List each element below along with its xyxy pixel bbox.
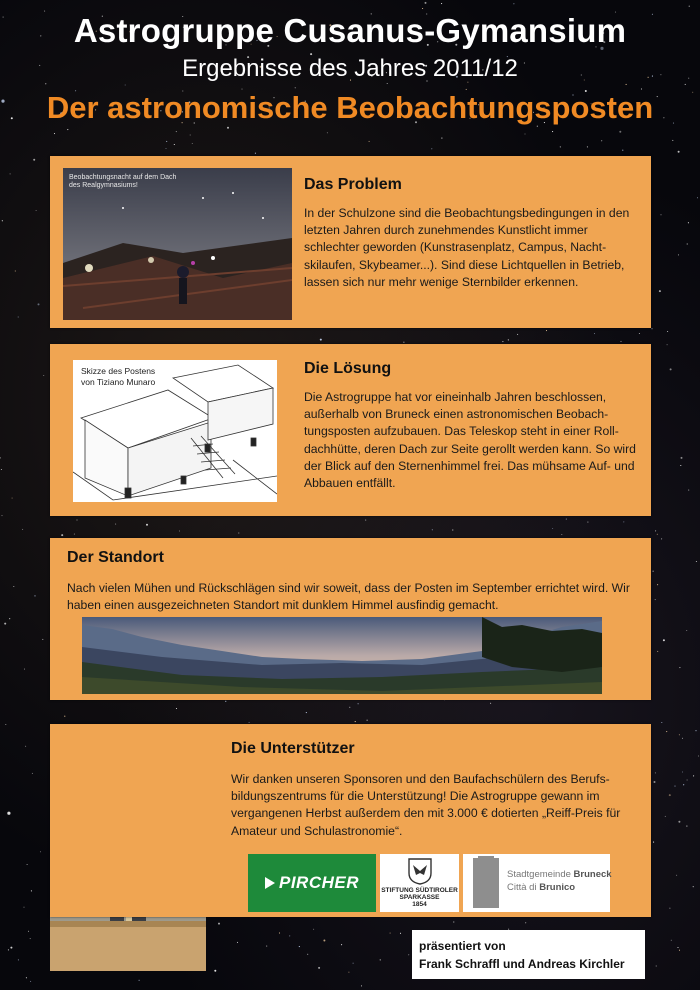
star <box>13 586 14 587</box>
star <box>289 935 290 936</box>
star <box>425 2 427 4</box>
pircher-arrow-icon <box>265 877 275 889</box>
star <box>1 469 2 470</box>
bruneck-line-2-bold: Brunico <box>539 882 576 893</box>
star <box>390 933 391 934</box>
star <box>249 722 250 723</box>
star <box>552 131 553 132</box>
star <box>299 946 300 947</box>
star <box>15 270 16 271</box>
star <box>513 3 514 4</box>
star <box>24 669 25 670</box>
star <box>560 146 561 147</box>
star <box>227 127 229 129</box>
star <box>387 83 388 84</box>
star <box>27 864 28 865</box>
star <box>693 775 694 776</box>
star <box>620 341 621 342</box>
star <box>34 595 35 596</box>
star <box>306 712 307 713</box>
star <box>676 875 677 876</box>
star <box>341 944 342 945</box>
star <box>659 290 661 292</box>
star <box>657 651 658 652</box>
star <box>679 734 680 735</box>
star <box>678 151 680 153</box>
rooftop-photo-caption: Beobachtungsnacht auf dem Dach des Realgymnasiums! <box>69 174 177 189</box>
stiftung-year: 1854 <box>412 901 427 908</box>
star <box>9 618 10 619</box>
pircher-logo-text: PIRCHER <box>278 873 359 892</box>
star <box>453 921 454 922</box>
star <box>31 890 32 891</box>
star <box>502 341 503 342</box>
bruneck-logo <box>463 854 610 912</box>
star <box>192 143 193 144</box>
star <box>1 515 2 516</box>
star <box>661 538 662 539</box>
star <box>28 931 29 932</box>
star <box>678 254 679 255</box>
star <box>23 907 24 908</box>
star <box>687 243 688 244</box>
star <box>61 534 63 536</box>
star <box>403 342 404 343</box>
star <box>295 87 296 88</box>
star <box>697 197 698 198</box>
supporters-text: Wir danken unseren Sponsoren und den Baufachschülern des Berufs-bildungszentrums für die Unterstützung! Die Astrogruppe gewann im vergangenen Herbst außerdem den mit 3.000 € dotierten „Reiff-Preis für Amateur und Schulastronomie“. <box>231 772 621 838</box>
stiftung-text <box>380 887 459 908</box>
star <box>408 954 409 955</box>
star <box>656 965 657 966</box>
star <box>74 534 75 535</box>
star <box>32 773 33 774</box>
star <box>218 923 220 925</box>
star <box>45 83 46 84</box>
hut-sketch-image <box>73 360 277 502</box>
star <box>7 812 10 815</box>
tower-icon <box>473 858 499 908</box>
star <box>587 146 588 147</box>
star <box>125 84 126 85</box>
star <box>666 731 667 732</box>
star <box>431 148 432 149</box>
location-panel <box>50 538 651 700</box>
star <box>26 977 27 978</box>
star <box>679 667 680 668</box>
star <box>688 222 689 223</box>
star <box>695 730 696 731</box>
poster-banner: Der astronomische Beobachtungsposten <box>46 90 654 125</box>
star <box>661 722 662 723</box>
star <box>686 630 687 631</box>
star <box>400 933 401 934</box>
bruneck-line-2-prefix: Città di <box>507 882 540 893</box>
star <box>552 528 553 529</box>
star <box>367 720 368 721</box>
credit-line-2: Frank Schraffl und Andreas Kirchler <box>419 957 625 971</box>
star <box>18 959 19 960</box>
star <box>677 947 678 948</box>
sketch-label <box>81 366 155 388</box>
star <box>687 779 688 780</box>
star <box>587 522 588 523</box>
star <box>665 816 666 817</box>
star <box>667 331 668 332</box>
star <box>30 938 31 939</box>
credit-line-1: präsentiert von <box>419 939 506 953</box>
star <box>655 772 656 773</box>
star <box>441 138 442 139</box>
star <box>517 334 518 335</box>
star <box>696 561 697 562</box>
star <box>358 703 359 704</box>
star <box>490 703 491 704</box>
star <box>307 954 308 955</box>
star <box>651 328 652 329</box>
problem-heading: Das Problem <box>304 176 402 193</box>
star <box>655 599 656 600</box>
star <box>38 303 40 305</box>
star <box>165 148 166 149</box>
star <box>33 159 35 161</box>
star <box>660 214 661 215</box>
location-heading: Der Standort <box>67 549 164 566</box>
star <box>174 144 175 145</box>
star <box>365 520 366 521</box>
star <box>5 724 6 725</box>
star <box>653 842 654 843</box>
star <box>320 339 322 341</box>
star <box>689 6 690 7</box>
star <box>225 701 226 702</box>
solution-heading: Die Lösung <box>304 360 392 377</box>
star <box>22 529 23 530</box>
star <box>176 131 177 132</box>
star <box>348 972 349 973</box>
poster-subtitle: Ergebnisse des Jahres 2011/12 <box>182 55 518 82</box>
star <box>214 970 216 972</box>
location-text: Nach vielen Mühen und Rückschlägen sind wir soweit, dass der Posten im September errichtet wird. Wir haben einen ausgezeichneten Standort mit dunklem Himmel ausfindig gemacht. <box>67 581 630 613</box>
solution-panel <box>50 344 651 516</box>
star <box>4 623 6 625</box>
star <box>10 173 11 174</box>
star <box>8 949 9 950</box>
location-panorama-photo <box>82 617 602 694</box>
star <box>12 498 13 499</box>
star <box>190 134 191 135</box>
star <box>422 8 423 9</box>
supporters-heading: Die Unterstützer <box>231 740 355 757</box>
bruneck-line-1-prefix: Stadtgemeinde <box>507 869 574 880</box>
star <box>54 133 55 134</box>
star <box>669 908 670 909</box>
stiftung-sparkasse-logo <box>380 854 459 912</box>
star <box>698 755 699 756</box>
star <box>313 929 314 930</box>
star <box>0 457 1 458</box>
star <box>639 333 640 334</box>
star <box>255 153 256 154</box>
star <box>25 746 26 747</box>
star <box>679 950 680 951</box>
star <box>561 534 562 535</box>
star <box>361 985 362 986</box>
star <box>680 465 681 466</box>
star <box>353 963 354 964</box>
supporters-panel <box>50 724 651 917</box>
star <box>622 150 623 151</box>
star <box>623 521 624 522</box>
star <box>67 129 68 130</box>
star <box>237 942 238 943</box>
star <box>18 316 19 317</box>
star <box>279 932 280 933</box>
star <box>323 940 325 942</box>
star <box>671 940 672 941</box>
star <box>238 532 239 533</box>
star <box>146 524 148 526</box>
star <box>508 339 509 340</box>
pircher-logo <box>248 854 376 912</box>
star <box>674 786 675 787</box>
star <box>681 457 683 459</box>
star <box>441 3 442 4</box>
rooftop-night-photo <box>63 168 292 320</box>
star <box>682 738 683 739</box>
star <box>546 330 547 331</box>
star <box>669 794 671 796</box>
star <box>10 947 12 949</box>
star <box>179 530 180 531</box>
problem-panel <box>50 156 651 328</box>
star <box>524 133 525 134</box>
star <box>653 571 654 572</box>
star <box>36 210 37 211</box>
star <box>525 922 526 923</box>
star <box>601 140 602 141</box>
star <box>30 981 31 982</box>
star <box>672 140 673 141</box>
star <box>266 946 267 947</box>
star <box>42 639 43 640</box>
stiftung-name: STIFTUNG SÜDTIROLER SPARKASSE <box>381 887 458 901</box>
eagle-seal-icon <box>407 857 433 885</box>
star <box>657 584 658 585</box>
poster-title: Astrogruppe Cusanus-Gymansium <box>73 12 627 49</box>
star <box>115 524 116 525</box>
star <box>667 344 668 345</box>
star <box>619 131 621 133</box>
star <box>349 707 350 708</box>
solution-text: Die Astrogruppe hat vor eineinhalb Jahren beschlossen, außerhalb von Bruneck einen astronomischen Beobach-tungsposten aufzubauen. Das Teleskop steht in einer Roll-dachhütte, deren Dach zur Seite gerollt werden kann. So wird der Blick auf den Sternenhimmel frei. Das mühsame Auf- und Abbauen entfällt. <box>304 390 636 491</box>
star <box>318 967 320 969</box>
credit-box <box>412 930 645 979</box>
star <box>594 333 595 334</box>
star <box>685 84 686 85</box>
star <box>327 132 328 133</box>
star <box>693 886 694 887</box>
star <box>566 519 567 520</box>
star <box>678 821 680 823</box>
star <box>76 519 77 520</box>
star <box>139 980 140 981</box>
star <box>655 530 656 531</box>
star <box>40 851 41 852</box>
star <box>380 959 381 960</box>
problem-text: In der Schulzone sind die Beobachtungsbedingungen in den letzten Jahren durch zunehmendes Kunstlicht immer schlechter geworden (Kunstrasenplatz, Campus, Nacht-skilaufen, Skybeamer...). Sind diese Lichtquellen in Betrieb, lassen sich nur mehr wenige Sternbilder erkennen. <box>304 206 630 289</box>
star <box>686 826 687 827</box>
bruneck-line-2 <box>507 882 575 893</box>
star <box>683 784 684 785</box>
star <box>682 771 683 772</box>
bruneck-line-1 <box>507 869 612 880</box>
star <box>663 639 665 641</box>
star <box>43 375 44 376</box>
star <box>670 368 672 370</box>
star <box>64 716 65 717</box>
star <box>176 708 177 709</box>
star <box>166 141 167 142</box>
star <box>626 84 627 85</box>
star <box>688 490 689 491</box>
sketch-label-line-2: von Tiziano Munaro <box>81 377 156 387</box>
star <box>657 534 658 535</box>
star <box>369 141 370 142</box>
star <box>2 220 3 221</box>
star <box>452 529 453 530</box>
star <box>355 721 356 722</box>
bruneck-line-1-bold: Bruneck <box>573 869 612 880</box>
star <box>432 529 433 530</box>
sketch-label-line-1: Skizze des Postens <box>81 366 156 376</box>
star <box>654 781 656 783</box>
